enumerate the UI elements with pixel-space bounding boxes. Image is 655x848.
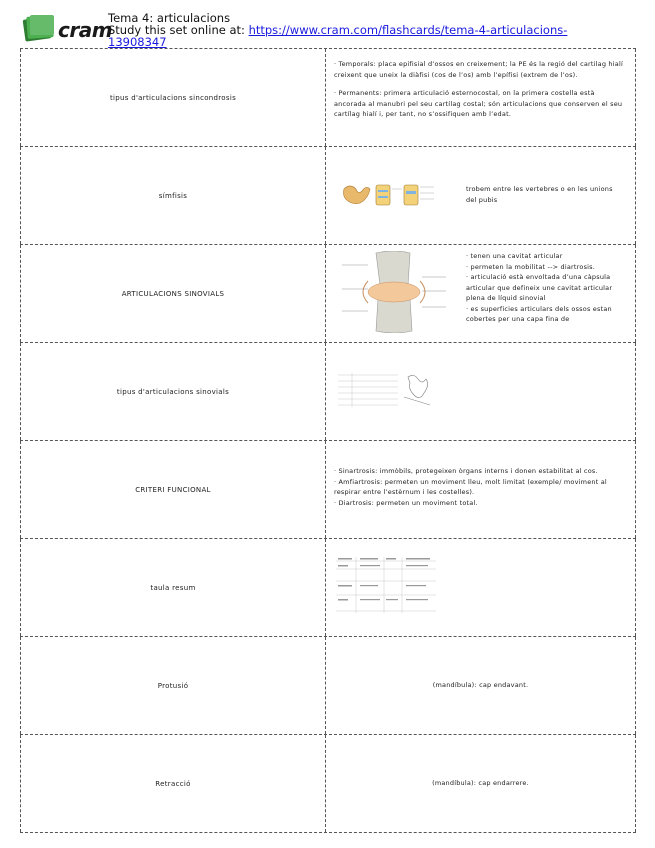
pelvis-vertebrae-icon [340,181,436,209]
card-row [20,538,636,636]
card-back[interactable] [326,735,636,832]
card-row [20,146,636,244]
study-link-continued[interactable]: 13908347 [108,35,167,49]
card-back-text: (mandíbula): cap endarrere. [432,779,529,788]
knee-joint-icon [338,251,450,333]
card-back-text: · es superficies articulars dels ossos estan cobertes per una capa fina de [466,304,612,323]
card-front[interactable]: tipus d'articulacions sinovials [20,343,326,440]
card-back-text: · Diartrosis: permeten un moviment total. [334,498,478,507]
summary-table-icon [336,555,436,615]
title-block [108,12,567,48]
card-row [20,734,636,833]
card-row [20,440,636,538]
card-back-text: · permeten la mobilitat --> diartrosis. [466,262,596,271]
study-prefix: Study this set online at: [108,23,249,37]
card-back-text: · Permanents: primera articulació esternocostal, on la primera costella està ancorada al manubri pel seu cartílag costal; són articulacions que conserven el seu cartílag hialí i, per tant, no s’ossifiquen amb l’edat. [334,89,623,118]
card-front[interactable]: ARTICULACIONS SINOVIALS [20,245,326,342]
card-row [20,342,636,440]
logo-text[interactable]: cram [58,18,113,42]
card-front[interactable]: taula resum [20,539,326,636]
card-back[interactable] [326,539,636,636]
card-row [20,48,636,146]
card-back[interactable] [326,147,636,244]
card-front[interactable]: Protusió [20,637,326,734]
card-back[interactable] [326,441,636,538]
card-front[interactable]: símfisis [20,147,326,244]
card-back-text: trobem entre les vertebres o en les unions del pubis [466,185,613,204]
study-line [108,24,567,36]
page-title: Tema 4: articulacions [108,11,231,25]
card-front[interactable]: Retracció [20,735,326,832]
card-back-text: · tenen una cavitat articular [466,252,563,260]
flashcard-grid [20,48,636,831]
card-back[interactable] [326,49,636,146]
synovial-types-table-icon [338,371,434,411]
card-front[interactable]: tipus d'articulacions sincondrosis [20,49,326,146]
card-back-text: · Amfiartrosis: permeten un moviment lleu, molt limitat (exemple/ moviment al respirar entre l’estèrnum i les costelles). [334,477,607,496]
card-back[interactable] [326,637,636,734]
card-back-text: · articulació està envoltada d’una càpsula articular que defineix une cavitat articular plena de líquid sinovial [466,273,613,302]
card-back-text: · Sinartrosis: immòbils, protegeixen òrgans interns i donen estabilitat al cos. [334,467,598,475]
card-back[interactable] [326,245,636,342]
card-row [20,244,636,342]
card-front[interactable]: CRITERI FUNCIONAL [20,441,326,538]
header [22,12,642,48]
card-back-text: (mandíbula): cap endavant. [432,681,529,690]
study-line-2 [108,36,567,48]
card-back[interactable] [326,343,636,440]
study-link[interactable]: https://www.cram.com/flashcards/tema-4-articulacions- [248,23,568,37]
card-back-text: · Temporals: placa epifisial d’ossos en creixement; la PE és la regió del cartilag hialí creixent que uneix la diàfisi (cos de l’os) amb l’epífisi (extrem de l’os). [334,60,623,79]
card-row [20,636,636,734]
